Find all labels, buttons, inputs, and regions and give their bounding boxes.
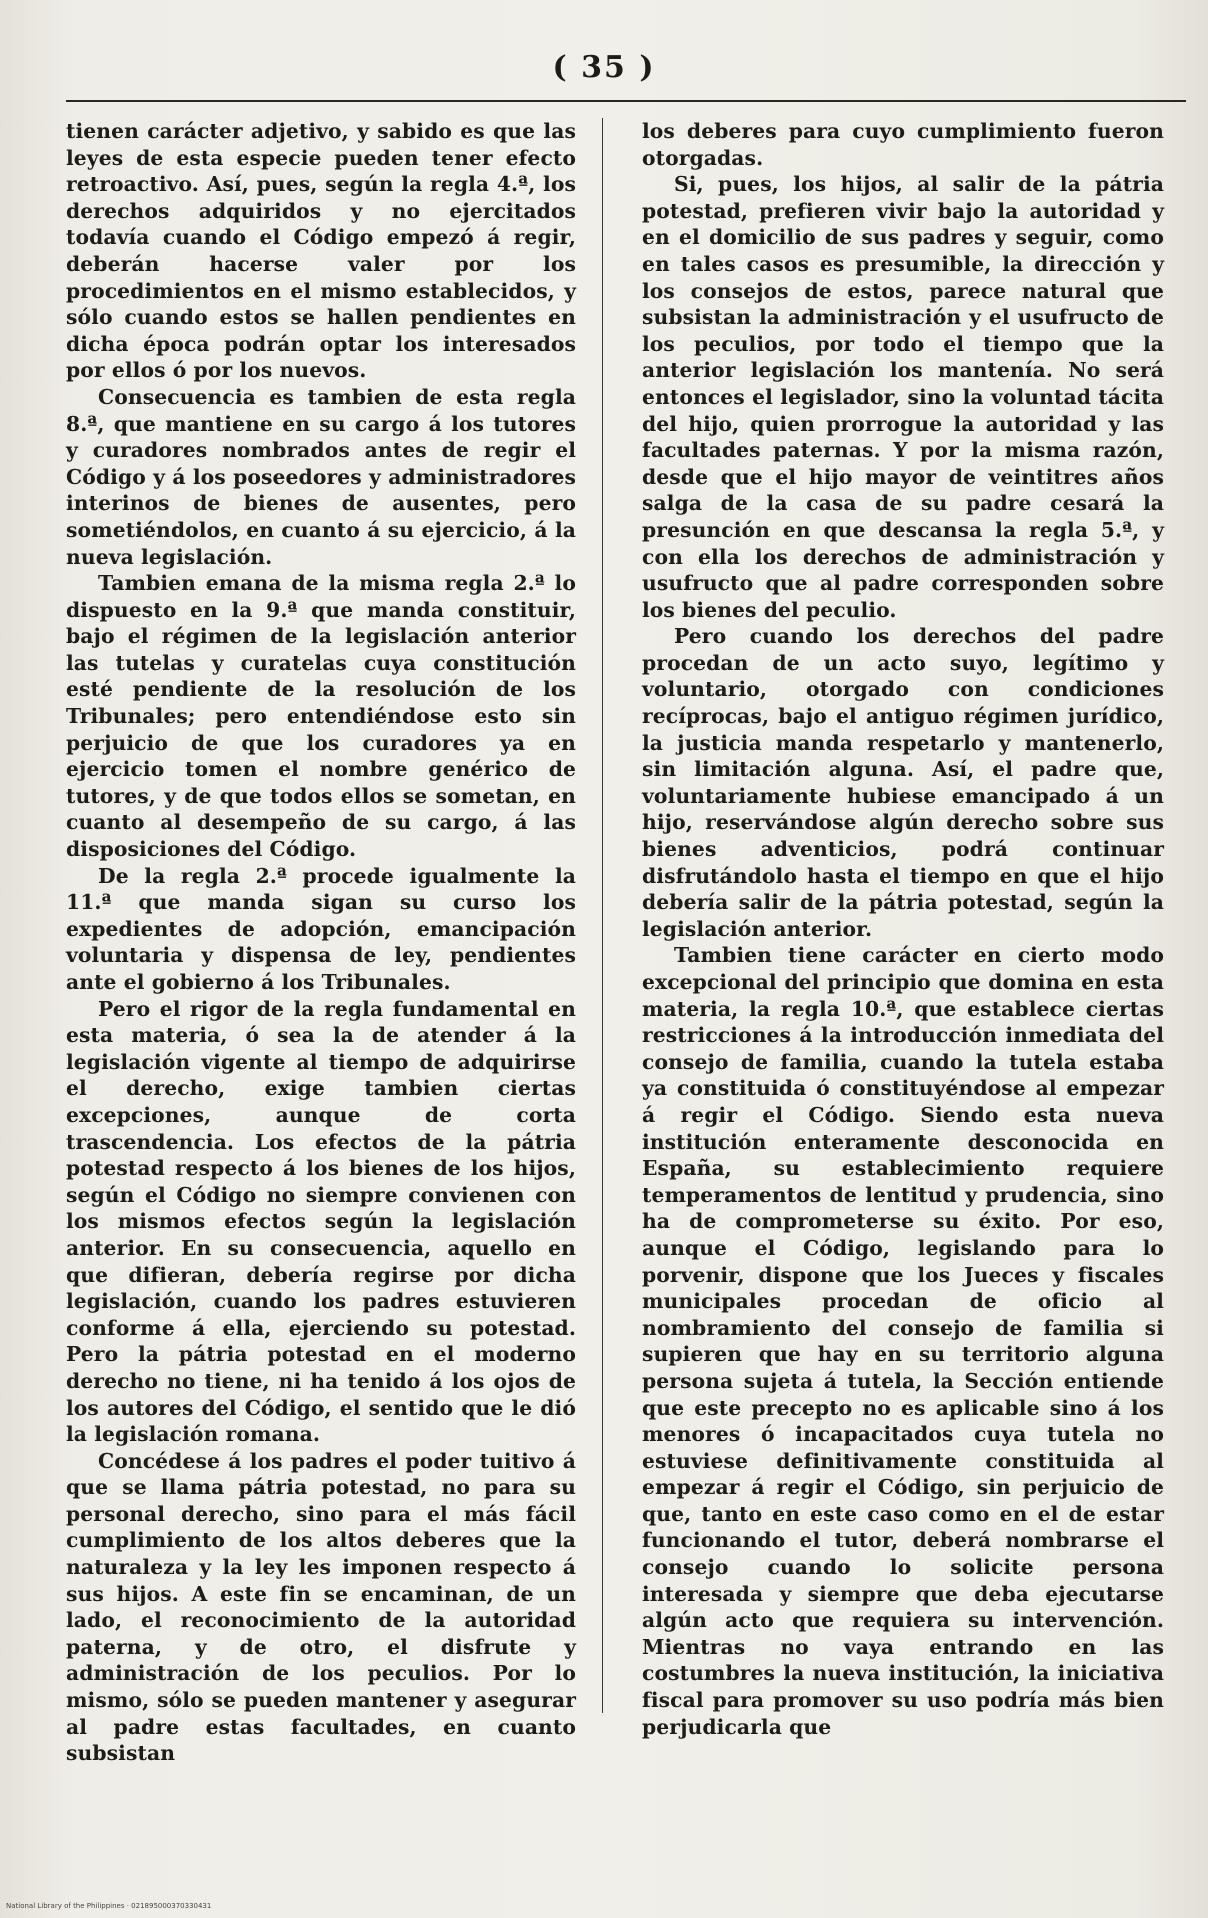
paragraph: De la regla 2.ª procede igualmente la 11.ª que manda sigan su curso los expedientes de adopción, emancipación voluntaria y dispensa de ley, pendientes ante el gobierno á los Tribunales. [66, 863, 576, 994]
paragraph: Tambien emana de la misma regla 2.ª lo dispuesto en la 9.ª que manda constituir, bajo el régimen de la legislación anterior las tutelas y curatelas cuya constitución esté pendiente de la resolución de los Tribunales; pero entendiéndose esto sin perjuicio de que los curadores ya en ejercicio tomen el nombre genérico de tutores, y de que todos ellos se sometan, en cuanto al desempeño de su cargo, á las disposiciones del Código. [66, 571, 576, 862]
column-divider [602, 118, 603, 1713]
page-number: ( 35 ) [552, 50, 656, 85]
left-column [66, 118, 576, 1766]
paragraph: Concédese á los padres el poder tuitivo á que se llama pátria potestad, no para su personal derecho, sino para el más fácil cumplimiento de los altos deberes que la naturaleza y la ley les imponen respecto á sus hijos. A este fin se encaminan, de un lado, el reconocimiento de la autoridad paterna, y de otro, el disfrute y administración de los peculios. Por lo mismo, sólo se pueden mantener y asegurar al padre estas facultades, en cuanto subsistan [66, 1448, 576, 1766]
library-footer: National Library of the Philippines · 021895000370330431 [6, 1902, 212, 1910]
header-rule [66, 100, 1186, 102]
paragraph: Consecuencia es tambien de esta regla 8.ª, que mantiene en su cargo á los tutores y curadores nombrados antes de regir el Código y á los poseedores y administradores interinos de bienes de ausentes, pero sometiéndolos, en cuanto á su ejercicio, á la nueva legislación. [66, 384, 576, 569]
right-column [642, 118, 1164, 1739]
paragraph: los deberes para cuyo cumplimiento fueron otorgadas. [642, 119, 1164, 170]
paragraph: Pero cuando los derechos del padre procedan de un acto suyo, legítimo y voluntario, otorgado con condiciones recíprocas, bajo el antiguo régimen jurídico, la justicia manda respetarlo y mantenerlo, sin limitación alguna. Así, el padre que, voluntariamente hubiese emancipado á un hijo, reservándose algún derecho sobre sus bienes adventicios, podrá continuar disfrutándolo hasta el tiempo en que el hijo debería salir de la pátria potestad, según la legislación anterior. [642, 624, 1164, 941]
paragraph: Pero el rigor de la regla fundamental en esta materia, ó sea la de atender á la legislación vigente al tiempo de adquirirse el derecho, exige tambien ciertas excepciones, aunque de corta trascendencia. Los efectos de la pátria potestad respecto á los bienes de los hijos, según el Código no siempre convienen con los mismos efectos según la legislación anterior. En su consecuencia, aquello en que difieran, debería regirse por dicha legislación, cuando los padres estuvieren conforme á ella, ejerciendo su potestad. Pero la pátria potestad en el moderno derecho no tiene, ni ha tenido á los ojos de los autores del Código, el sentido que le dió la legislación romana. [66, 996, 576, 1447]
paragraph: Tambien tiene carácter en cierto modo excepcional del principio que domina en esta materia, la regla 10.ª, que establece ciertas restricciones á la introducción inmediata del consejo de familia, cuando la tutela estaba ya constituida ó constituyéndose al empezar á regir el Código. Siendo esta nueva institución enteramente desconocida en España, su establecimiento requiere temperamentos de lentitud y prudencia, sino ha de comprometerse su éxito. Por eso, aunque el Código, legislando para lo porvenir, dispone que los Jueces y fiscales municipales procedan de oficio al nombramiento del consejo de familia si supieren que hay en su territorio alguna persona sujeta á tutela, la Sección entiende que este precepto no es aplicable sino á los menores ó incapacitados cuya tutela no estuviese definitivamente constituida al empezar á regir el Código, sin perjuicio de que, tanto en este caso como en el de estar funcionando el tutor, deberá nombrarse el consejo cuando lo solicite persona interesada y siempre que deba ejecutarse algún acto que requiera su intervención. Mientras no vaya entrando en las costumbres la nueva institución, la iniciativa fiscal para promover su uso podría más bien perjudicarla que [642, 943, 1164, 1739]
paragraph: tienen carácter adjetivo, y sabido es que las leyes de esta especie pueden tener efecto retroactivo. Así, pues, según la regla 4.ª, los derechos adquiridos y no ejercitados todavía cuando el Código empezó á regir, deberán hacerse valer por los procedimientos en el mismo establecidos, y sólo cuando estos se hallen pendientes en dicha época podrán optar los interesados por ellos ó por los nuevos. [66, 119, 576, 383]
paragraph: Si, pues, los hijos, al salir de la pátria potestad, prefieren vivir bajo la autoridad y en el domicilio de sus padres y seguir, como en tales casos es presumible, la dirección y los consejos de estos, parece natural que subsistan la administración y el usufructo de los peculios, por todo el tiempo que la anterior legislación los mantenía. No será entonces el legislador, sino la voluntad tácita del hijo, quien prorrogue la autoridad y las facultades paternas. Y por la misma razón, desde que el hijo mayor de veintitres años salga de la casa de su padre cesará la presunción en que descansa la regla 5.ª, y con ella los derechos de administración y usufructo que al padre corresponden sobre los bienes del peculio. [642, 172, 1164, 622]
